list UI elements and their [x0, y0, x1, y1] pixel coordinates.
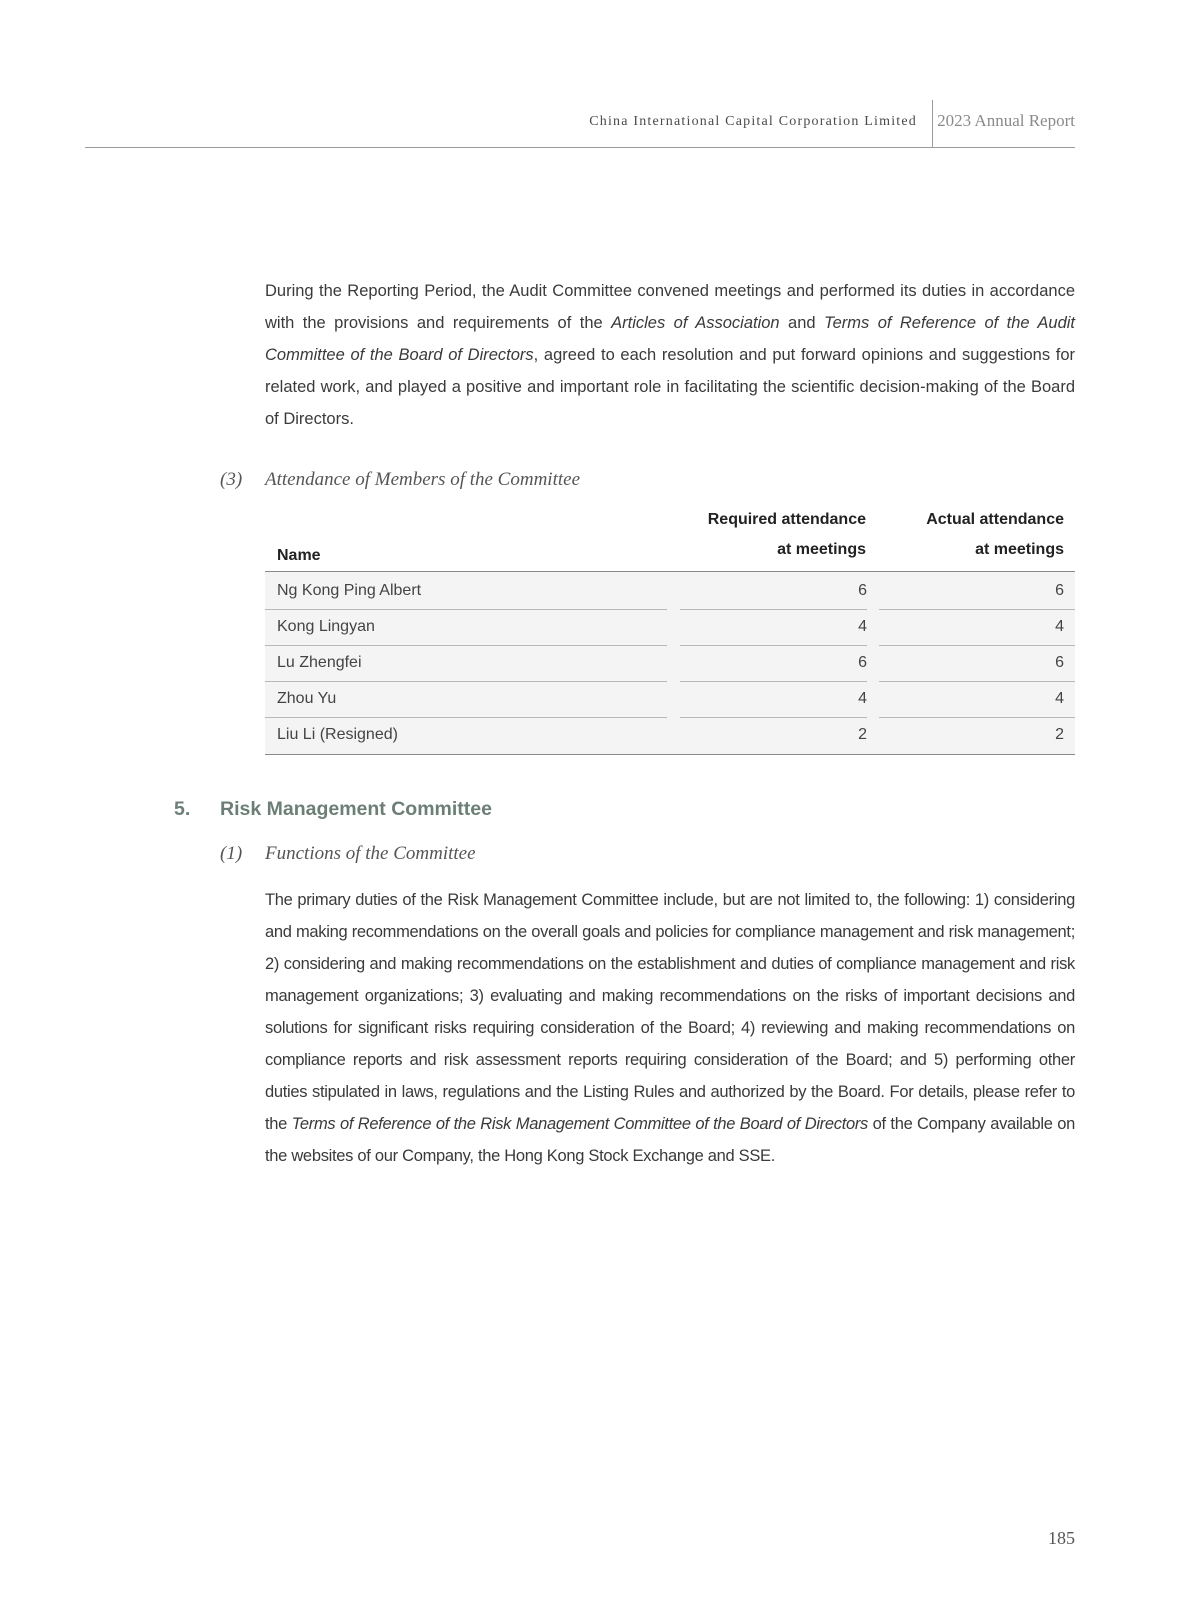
paragraph-italic-reference: Terms of Reference of the Audit Committee of the Board of Directors — [265, 314, 1076, 364]
column-header-line: Actual attendance — [926, 511, 1064, 528]
table-row — [265, 718, 1075, 754]
cell-name: Kong Lingyan — [265, 610, 667, 646]
paragraph-italic-reference: Terms of Reference of the Risk Management Committee of the Board of Directors — [291, 1115, 869, 1133]
cell-actual: 4 — [879, 610, 1075, 646]
header-report-title: 2023 Annual Report — [937, 111, 1075, 130]
column-header-name: Name — [277, 547, 321, 564]
paragraph-text: The primary duties of the Risk Management Committee include, but are not limited to, the following: 1) considering and making recommendations on the overall goals and policies for compliance management and risk management; 2) considering and making recommendations on the establishment and duties of compliance management and risk management organizations; 3) evaluating and making recommendations on the risks of important decisions and solutions for significant risks requiring consideration of the Board; 4) reviewing and making recommendations on compliance reports and risk assessment reports requiring consideration of the Board; and 5) performing other duties stipulated in laws, regulations and the Listing Rules and authorized by the Board. For details, please refer to the — [265, 891, 1075, 1133]
risk-committee-paragraph — [265, 884, 1075, 1172]
column-header-line: at meetings — [975, 541, 1064, 558]
section-heading — [174, 798, 492, 821]
functions-subheading — [220, 843, 476, 865]
table-body — [265, 572, 1075, 755]
page-header — [85, 100, 1075, 148]
cell-actual: 4 — [879, 682, 1075, 718]
section-title: Risk Management Committee — [220, 798, 492, 820]
cell-required: 4 — [680, 610, 867, 646]
subheading-number: (3) — [220, 469, 243, 490]
subheading-number: (1) — [220, 843, 243, 864]
paragraph-text: of the Company available on the websites of our Company, the Hong Kong Stock Exchange and SSE. — [265, 1115, 1075, 1165]
cell-actual: 2 — [1055, 726, 1064, 743]
cell-required: 4 — [680, 682, 867, 718]
column-header-line: at meetings — [777, 541, 866, 558]
attendance-subheading — [220, 469, 580, 491]
audit-committee-paragraph — [265, 275, 1075, 435]
cell-name: Zhou Yu — [265, 682, 667, 718]
paragraph-italic-reference: Articles of Association — [611, 314, 780, 332]
section-number: 5. — [174, 798, 191, 820]
cell-actual: 6 — [879, 574, 1075, 610]
cell-name: Liu Li (Resigned) — [277, 726, 398, 743]
table-row — [265, 646, 1075, 682]
cell-required: 2 — [858, 726, 867, 743]
table-row — [265, 574, 1075, 610]
cell-actual: 6 — [879, 646, 1075, 682]
page-number: 185 — [1048, 1528, 1075, 1548]
paragraph-text: and — [779, 314, 825, 332]
cell-name: Ng Kong Ping Albert — [265, 574, 667, 610]
attendance-table — [265, 510, 1075, 755]
cell-required: 6 — [680, 574, 867, 610]
cell-required: 6 — [680, 646, 867, 682]
header-company-name: China International Capital Corporation Limited — [589, 114, 917, 129]
table-row — [265, 682, 1075, 718]
column-header-required — [708, 505, 866, 565]
column-header-line: Required attendance — [707, 511, 866, 528]
subheading-title: Attendance of Members of the Committee — [265, 469, 581, 490]
paragraph-text: , agreed to each resolution and put forward opinions and suggestions for related work, and played a positive and important role in facilitating the scientific decision-making of the Board of Directors. — [265, 346, 1076, 428]
subheading-title: Functions of the Committee — [265, 843, 476, 864]
cell-name: Lu Zhengfei — [265, 646, 667, 682]
column-header-actual — [926, 505, 1064, 565]
table-row — [265, 610, 1075, 646]
table-header — [265, 510, 1075, 572]
paragraph-text: During the Reporting Period, the Audit Committee convened meetings and performed its duties in accordance with the provisions and requirements of the — [265, 282, 1075, 332]
header-divider — [932, 100, 933, 147]
